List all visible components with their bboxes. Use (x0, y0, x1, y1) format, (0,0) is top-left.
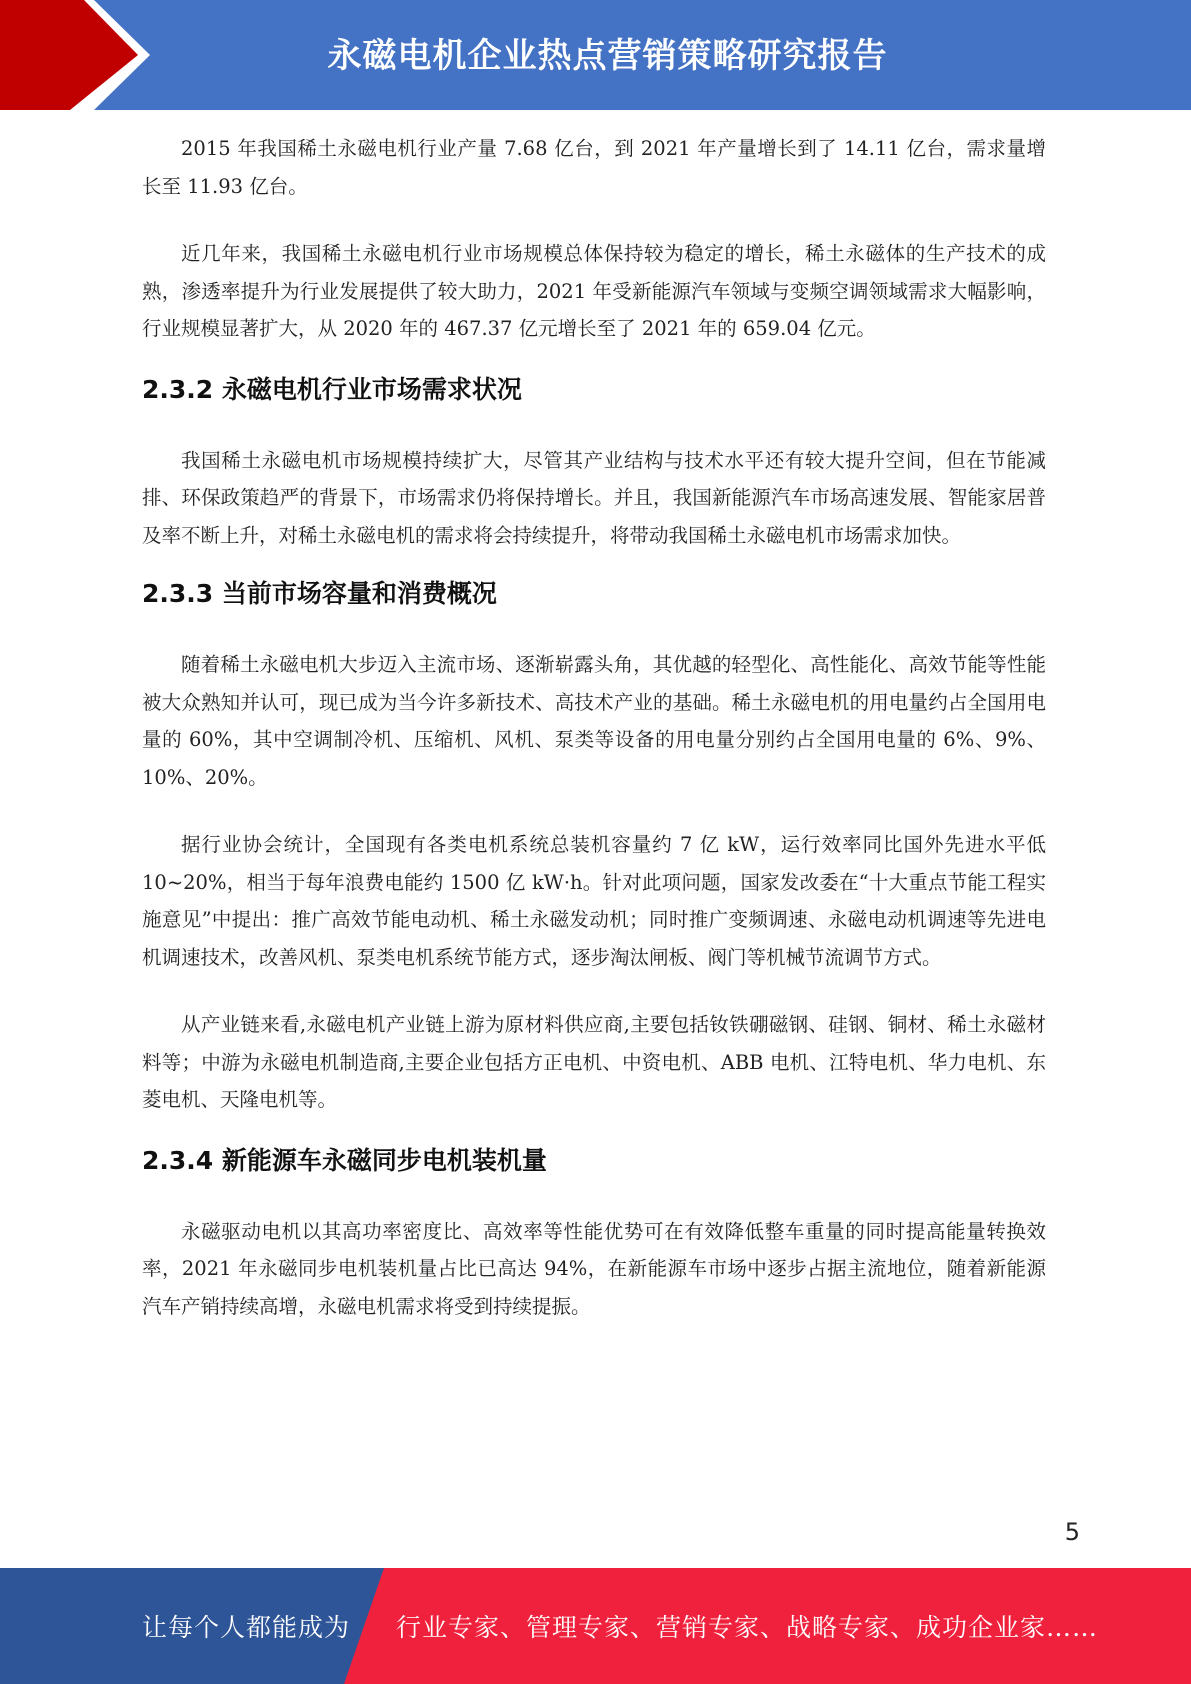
paragraph-market-scale: 近几年来，我国稀土永磁电机行业市场规模总体保持较为稳定的增长，稀土永磁体的生产技术的成熟，渗透率提升为行业发展提供了较大助力，2021 年受新能源汽车领域与变频空调领域需求大幅影响，行业规模显著扩大，从 2020 年的 467.37 亿元增长至了 2021 年的 659.04 亿元。 (142, 242, 1046, 340)
document-body (142, 130, 1046, 1325)
section-heading-2-3-2: 2.3.2 永磁电机行业市场需求状况 (142, 374, 522, 404)
footer-slogan-right: 行业专家、管理专家、营销专家、战略专家、成功企业家…… (396, 1613, 1099, 1642)
section-heading-2-3-3: 2.3.3 当前市场容量和消费概况 (142, 579, 497, 608)
paragraph-demand: 我国稀土永磁电机市场规模持续扩大，尽管其产业结构与技术水平还有较大提升空间，但在节能减排、环保政策趋严的背景下，市场需求仍将保持增长。并且，我国新能源汽车市场高速发展、智能家居普及率不断上升，对稀土永磁电机的需求将会持续提升，将带动我国稀土永磁电机市场需求加快。 (142, 448, 1046, 547)
header-banner (0, 0, 1191, 110)
page-number: 5 (1064, 1518, 1080, 1546)
section-heading-2-3-4: 2.3.4 新能源车永磁同步电机装机量 (142, 1145, 547, 1175)
paragraph-installed-capacity: 永磁驱动电机以其高功率密度比、高效率等性能优势可在有效降低整车重量的同时提高能量转换效率，2021 年永磁同步电机装机量占比已高达 94%，在新能源车市场中逐步占据主流地位，随着新能源汽车产销持续高增，永磁电机需求将受到持续提振。 (142, 1219, 1046, 1318)
footer-banner (0, 1568, 1191, 1684)
footer-slogan-left: 让每个人都能成为 (142, 1613, 351, 1642)
paragraph-industry-chain: 从产业链来看,永磁电机产业链上游为原材料供应商,主要包括钕铁硼磁钢、硅钢、铜材、稀土永磁材料等；中游为永磁电机制造商,主要企业包括方正电机、中资电机、ABB 电机、江特电机、华力电机、东菱电机、天隆电机等。 (142, 1013, 1046, 1111)
report-title: 永磁电机企业热点营销策略研究报告 (327, 35, 888, 76)
paragraph-capacity: 随着稀土永磁电机大步迈入主流市场、逐渐崭露头角，其优越的轻型化、高性能化、高效节能等性能被大众熟知并认可，现已成为当今许多新技术、高技术产业的基础。稀土永磁电机的用电量约占全国用电量的 60%，其中空调制冷机、压缩机、风机、泵类等设备的用电量分别约占全国用电量的 6%、9%、10%、20%。 (142, 653, 1046, 789)
paragraph-production: 2015 年我国稀土永磁电机行业产量 7.68 亿台，到 2021 年产量增长到了 14.11 亿台，需求量增长至 11.93 亿台。 (142, 137, 1046, 198)
paragraph-statistics: 据行业协会统计，全国现有各类电机系统总装机容量约 7 亿 kW，运行效率同比国外先进水平低 10~20%，相当于每年浪费电能约 1500 亿 kW·h。针对此项问题，国家发改委在“十大重点节能工程实施意见”中提出：推广高效节能电动机、稀土永磁发动机；同时推广变频调速、永磁电动机调速等先进电机调速技术，改善风机、泵类电机系统节能方式，逐步淘汰闸板、阀门等机械节流调节方式。 (142, 833, 1046, 969)
